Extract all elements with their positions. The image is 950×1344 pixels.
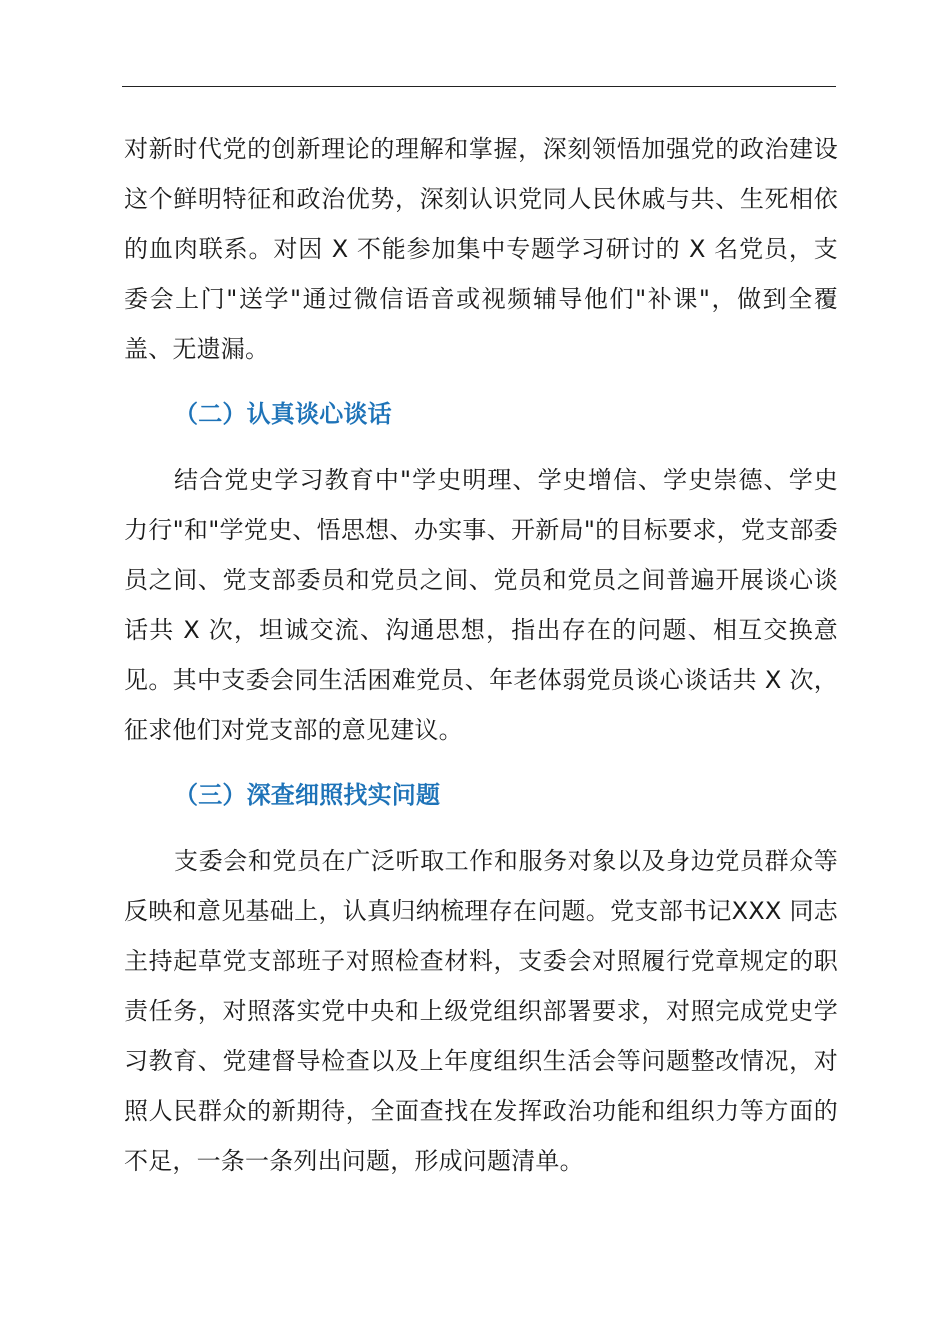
paragraph-continuation: 对新时代党的创新理论的理解和掌握，深刻领悟加强党的政治建设这个鲜明特征和政治优势，深刻认识党同人民休戚与共、生死相依的血肉联系。对因 X 不能参加集中专题学习研讨的 X 名党员，支委会上门"送学"通过微信语音或视频辅导他们"补课"，做到全覆盖、无遗漏。 bbox=[124, 135, 838, 363]
document-body bbox=[124, 124, 838, 1186]
section-heading-2: （二）认真谈心谈话 bbox=[174, 400, 392, 428]
paragraph-find-problems: 支委会和党员在广泛听取工作和服务对象以及身边党员群众等反映和意见基础上，认真归纳梳理存在问题。党支部书记XXX 同志主持起草党支部班子对照检查材料，支委会对照履行党章规定的职责任务，对照落实党中央和上级党组织部署要求，对照完成党史学习教育、党建督导检查以及上年度组织生活会等问题整改情况，对照人民群众的新期待，全面查找在发挥政治功能和组织力等方面的不足，一条一条列出问题，形成问题清单。 bbox=[124, 847, 838, 1175]
paragraph-heart-to-heart-talks: 结合党史学习教育中"学史明理、学史增信、学史崇德、学史力行"和"学党史、悟思想、办实事、开新局"的目标要求，党支部委员之间、党支部委员和党员之间、党员和党员之间普遍开展谈心谈话共 X 次，坦诚交流、沟通思想，指出存在的问题、相互交换意见。其中支委会同生活困难党员、年老体弱党员谈心谈话共 X 次，征求他们对党支部的意见建议。 bbox=[124, 466, 838, 744]
section-heading-3: （三）深查细照找实问题 bbox=[174, 781, 441, 809]
header-rule bbox=[122, 86, 836, 87]
